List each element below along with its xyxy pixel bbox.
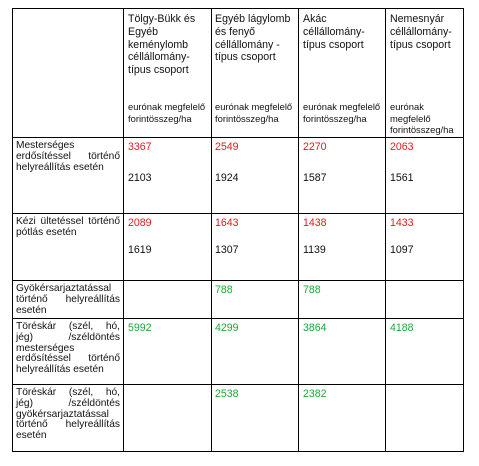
value-cell: 1097: [390, 244, 414, 256]
unit-label: eurónak megfelelő forintösszeg/ha: [128, 101, 206, 124]
row-label-mesterseges: Mesterséges erdősítéssel történő helyreállítás esetén: [16, 140, 120, 173]
col-divider: [123, 8, 124, 452]
header-col-tolgy-bukk: Tölgy-Bükk és Egyéb keménylomb céllállomány-típus csoport: [128, 13, 196, 77]
row-label-gyokersarjaztatas: Gyökérsarjaztatással történő helyreállítás esetén: [16, 283, 120, 316]
value-cell: 1139: [303, 244, 326, 256]
row-divider: [12, 384, 464, 385]
value-cell: 2382: [303, 388, 327, 400]
value-cell: 2549: [215, 141, 239, 153]
table-border-top: [12, 8, 464, 9]
value-cell: 1643: [215, 217, 239, 229]
value-cell: 3367: [128, 141, 152, 153]
value-cell: 3864: [303, 322, 327, 334]
row-divider: [12, 318, 464, 319]
header-divider: [12, 137, 464, 138]
value-cell: 788: [303, 284, 321, 296]
unit-label: eurónak megfelelő forintösszeg/ha: [390, 101, 454, 136]
value-cell: 2270: [303, 141, 327, 153]
row-label-kezi-ultetes: Kézi ültetéssel történő pótlás esetén: [16, 216, 120, 238]
col-divider: [298, 8, 299, 452]
table-border-left: [12, 8, 13, 452]
value-cell: 1924: [215, 172, 239, 184]
col-divider: [211, 8, 212, 452]
value-cell: 1433: [390, 217, 414, 229]
value-cell: 5992: [128, 322, 152, 334]
row-divider: [12, 213, 464, 214]
value-cell: 4299: [215, 322, 239, 334]
value-cell: 1619: [128, 244, 152, 256]
table-border-right: [463, 8, 464, 452]
table-border-bottom: [12, 451, 464, 452]
row-label-toreskar-gyokersarj: Töréskár (szél, hó, jég) /széldöntés gyökérsarjaztatással történő helyreállítás esetén: [16, 387, 120, 442]
value-cell: 2089: [128, 217, 152, 229]
value-cell: 788: [215, 284, 233, 296]
header-col-akac: Akác céllállomány-típus csoport: [303, 13, 365, 51]
header-col-lagylomb-fenyo: Egyéb lágylomb és fenyő céllállomány - típus csoport: [215, 13, 291, 64]
value-cell: 4188: [390, 322, 414, 334]
value-cell: 2103: [128, 172, 152, 184]
col-divider: [385, 8, 386, 452]
value-cell: 1307: [215, 244, 239, 256]
unit-label: eurónak megfelelő forintösszeg/ha: [303, 101, 381, 124]
header-col-nemesnyar: Nemesnyár céllállomány-típus csoport: [390, 13, 452, 51]
table: [12, 8, 464, 452]
row-label-toreskar-mesterseges: Töréskár (szél, hó, jég) /széldöntés mesterséges erdősítéssel történő helyreállítás esetén: [16, 321, 120, 376]
value-cell: 2063: [390, 141, 414, 153]
value-cell: 1438: [303, 217, 327, 229]
unit-label: eurónak megfelelő forintösszeg/ha: [215, 101, 293, 124]
value-cell: 1561: [390, 172, 414, 184]
value-cell: 1587: [303, 172, 327, 184]
value-cell: 2538: [215, 388, 239, 400]
row-divider: [12, 280, 464, 281]
